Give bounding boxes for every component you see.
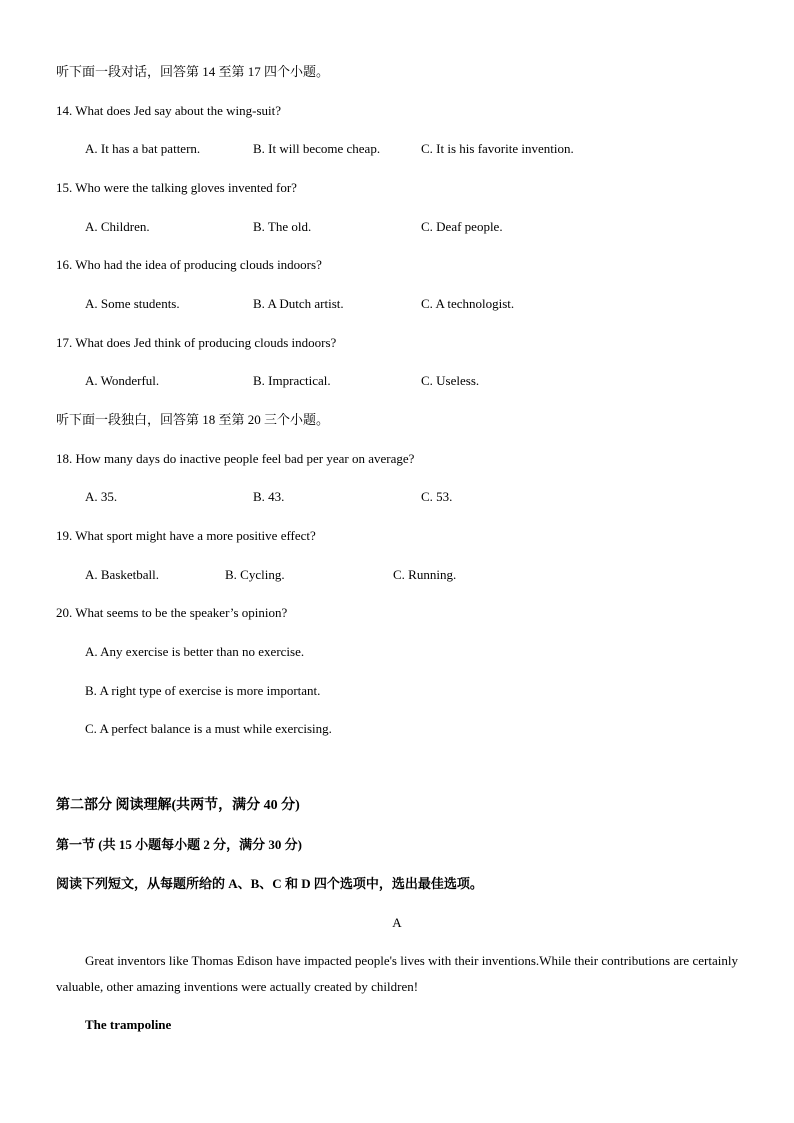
option-a: A. It has a bat pattern. bbox=[85, 141, 201, 156]
question-stem: 14. What does Jed say about the wing-suit? bbox=[56, 103, 282, 118]
option-b: B. A right type of exercise is more important. bbox=[85, 683, 321, 698]
section1-heading: 第一节 (共 15 小题每小题 2 分，满分 30 分) bbox=[56, 837, 302, 852]
question-stem: 20. What seems to be the speaker’s opinion? bbox=[56, 605, 288, 620]
passage-label: A bbox=[392, 915, 402, 930]
option-b: B. Impractical. bbox=[253, 373, 331, 388]
question-stem: 18. How many days do inactive people feel bad per year on average? bbox=[56, 451, 415, 466]
option-a: A. Some students. bbox=[85, 296, 180, 311]
option-c: C. A perfect balance is a must while exercising. bbox=[85, 721, 332, 736]
option-b: B. It will become cheap. bbox=[253, 141, 381, 156]
listening-intro-18-20: 听下面一段独白，回答第 18 至第 20 三个小题。 bbox=[56, 412, 330, 427]
option-b: B. A Dutch artist. bbox=[253, 296, 344, 311]
question-stem: 16. Who had the idea of producing clouds indoors? bbox=[56, 257, 322, 272]
option-c: C. Useless. bbox=[421, 373, 480, 388]
question-stem: 15. Who were the talking gloves invented for? bbox=[56, 180, 297, 195]
option-b: B. Cycling. bbox=[225, 567, 285, 582]
option-c: C. 53. bbox=[421, 489, 453, 504]
option-a: A. Basketball. bbox=[85, 567, 160, 582]
option-c: C. It is his favorite invention. bbox=[421, 141, 574, 156]
option-c: C. Deaf people. bbox=[421, 219, 503, 234]
option-a: A. Children. bbox=[85, 219, 150, 234]
option-c: C. A technologist. bbox=[421, 296, 515, 311]
option-b: B. 43. bbox=[253, 489, 285, 504]
passage-subheading: The trampoline bbox=[85, 1017, 172, 1032]
option-a: A. Wonderful. bbox=[85, 373, 160, 388]
reading-instruction: 阅读下列短文，从每题所给的 A、B、C 和 D 四个选项中，选出最佳选项。 bbox=[56, 876, 483, 891]
listening-intro-14-17: 听下面一段对话，回答第 14 至第 17 四个小题。 bbox=[56, 64, 330, 79]
option-c: C. Running. bbox=[393, 567, 457, 582]
part2-heading: 第二部分 阅读理解(共两节，满分 40 分) bbox=[56, 798, 300, 813]
passage-paragraph: Great inventors like Thomas Edison have impacted people's lives with their inventions.While their contributions are certainly valuable, other amazing inventions were actually created by children! bbox=[56, 953, 738, 994]
option-a: A. 35. bbox=[85, 489, 118, 504]
option-b: B. The old. bbox=[253, 219, 312, 234]
option-a: A. Any exercise is better than no exercise. bbox=[85, 644, 305, 659]
question-stem: 17. What does Jed think of producing clouds indoors? bbox=[56, 335, 337, 350]
question-stem: 19. What sport might have a more positive effect? bbox=[56, 528, 316, 543]
